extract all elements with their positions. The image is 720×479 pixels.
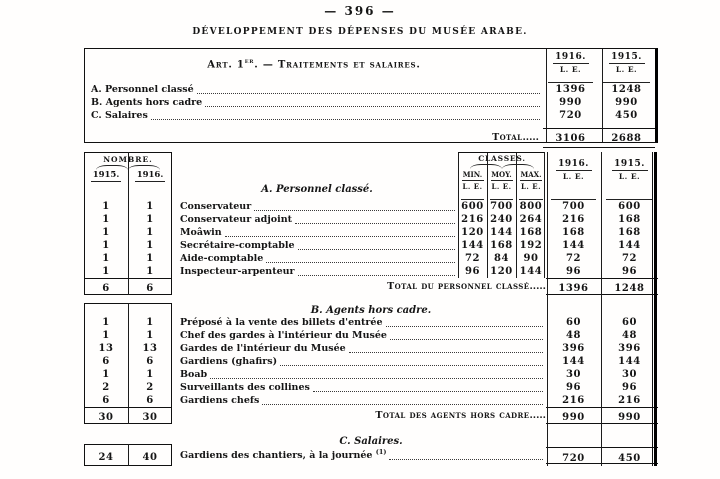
total-1915: 1248 — [601, 278, 658, 295]
nombre-header: NOMBRE. 1915. 1916. — [84, 152, 172, 200]
class-moy: 700 — [490, 201, 513, 212]
value-1916: 700 — [562, 201, 585, 212]
rule-year-divider — [601, 152, 602, 466]
nombre-1916: 1 — [146, 214, 154, 225]
total-1915: 2688 — [598, 128, 655, 148]
row-label-cell: Conservateur — [176, 200, 458, 213]
dotted-leader — [295, 223, 455, 224]
nombre-1916: 1 — [146, 227, 154, 238]
dotted-leader — [225, 236, 455, 237]
value-1916: 30 — [565, 369, 582, 380]
nombre-1915: 1 — [102, 227, 110, 238]
nombre-total-1915: 30 — [84, 407, 128, 424]
classes-header: CLASSES. MIN. L. E. MOY. L. E. MAX. L. E. — [458, 152, 546, 200]
dotted-leader — [197, 93, 540, 94]
classes-box-left — [458, 152, 459, 278]
nombre-1915: 6 — [102, 356, 110, 367]
value-1915: 48 — [621, 330, 638, 341]
classes-col-max: MAX. L. E. — [516, 169, 546, 200]
class-max: 264 — [519, 214, 543, 225]
classes-divider-1 — [487, 152, 488, 278]
dotted-leader — [210, 378, 543, 379]
dotted-leader — [266, 262, 455, 263]
nombre-1916: 6 — [146, 356, 154, 367]
page-number: — 396 — — [324, 4, 396, 18]
dotted-leader — [386, 326, 543, 327]
nombre-1916: 40 — [142, 452, 158, 463]
rule — [520, 180, 542, 181]
row-label-cell: Conservateur adjoint — [176, 213, 458, 226]
section-b-heading: B. Agents hors cadre. — [310, 305, 432, 316]
dotted-leader — [313, 391, 543, 392]
summary-article-header: Art. 1er. — Traitements et salaires. — [207, 57, 421, 71]
rule-year-divider — [602, 49, 603, 142]
table-row — [85, 96, 655, 109]
dotted-leader — [254, 210, 455, 211]
nombre-1915: 1 — [102, 214, 110, 225]
classes-divider-2 — [516, 152, 517, 278]
value-1915: 990 — [615, 97, 638, 108]
class-min: 120 — [461, 227, 484, 238]
class-moy: 84 — [493, 253, 510, 264]
summary-table — [84, 48, 658, 143]
class-max: 800 — [519, 201, 543, 212]
brace — [458, 164, 546, 168]
dotted-leader — [389, 459, 543, 460]
class-min: 216 — [461, 214, 484, 225]
total-label: Total du personnel classé..... — [387, 281, 546, 292]
nombre-1915: 1 — [102, 330, 110, 341]
nombre-1916: 1 — [146, 266, 154, 277]
main-table — [84, 152, 658, 466]
value-1915: 450 — [601, 447, 658, 464]
dotted-leader — [151, 119, 540, 120]
nombre-1915: 6 — [102, 395, 110, 406]
value-1915: 168 — [618, 227, 641, 238]
value-1915: 72 — [621, 253, 638, 264]
nombre-1915: 1 — [102, 266, 110, 277]
nombre-1915: 1 — [102, 253, 110, 264]
value-1916: 720 — [559, 110, 582, 121]
nombre-total-1915: 6 — [84, 278, 128, 295]
nombre-col-1916: 1916. — [136, 170, 164, 180]
rule-year-left — [546, 49, 547, 142]
section-c-heading: C. Salaires. — [339, 436, 403, 447]
nombre-1916: 6 — [146, 395, 154, 406]
value-1915: 60 — [621, 317, 638, 328]
nombre-divider-a — [128, 152, 129, 295]
value-1916: 396 — [562, 343, 585, 354]
section-a-heading-cell — [176, 152, 458, 200]
row-label-cell: Gardiens chefs — [176, 394, 546, 407]
row-label-cell: Surveillants des collines — [176, 381, 546, 394]
nombre-1916: 2 — [146, 382, 154, 393]
dotted-leader — [349, 352, 543, 353]
value-1915: 396 — [618, 343, 641, 354]
row-label-cell: Inspecteur-arpenteur — [176, 265, 458, 278]
class-moy: 240 — [490, 214, 513, 225]
rule — [491, 180, 513, 181]
value-1916: 60 — [565, 317, 582, 328]
classes-box-top — [458, 152, 544, 153]
nombre-1915: 2 — [102, 382, 110, 393]
classes-box-right — [544, 152, 545, 278]
value-1916: 144 — [562, 356, 585, 367]
classes-col-min: MIN. L. E. — [458, 169, 487, 200]
value-1916: 48 — [565, 330, 582, 341]
summary-col-1916: 1916. L. E. — [543, 49, 598, 83]
nombre-col-1915: 1915. — [92, 170, 120, 180]
nombre-1916: 13 — [142, 343, 158, 354]
classes-col-moy: MOY. L. E. — [487, 169, 516, 200]
row-label-cell: Moâwin — [176, 226, 458, 239]
row-label-cell: Gardes de l'intérieur du Musée — [176, 342, 546, 355]
total-1916: 1396 — [546, 278, 601, 295]
value-1915: 96 — [621, 382, 638, 393]
summary-total-row — [85, 128, 655, 148]
row-label-cell: C. Salaires — [85, 109, 543, 122]
main-col-1915: 1915. L. E. — [601, 152, 658, 200]
class-max: 90 — [523, 253, 539, 264]
row-label-cell: A. Personnel classé — [85, 83, 543, 96]
value-1915: 96 — [621, 266, 638, 277]
dotted-leader — [280, 365, 543, 366]
nombre-1916: 1 — [146, 253, 154, 264]
summary-rows — [85, 83, 655, 122]
total-label: Total des agents hors cadre..... — [375, 410, 546, 421]
summary-col-1915: 1915. L. E. — [598, 49, 655, 83]
dotted-leader — [298, 249, 455, 250]
value-1915: 144 — [618, 356, 641, 367]
value-1916: 72 — [565, 253, 582, 264]
nombre-1915: 1 — [102, 317, 110, 328]
doc-title: DÉVELOPPEMENT DES DÉPENSES DU MUSÉE ARABE. — [192, 27, 528, 37]
value-1915: 450 — [615, 110, 638, 121]
value-1916: 990 — [559, 97, 582, 108]
value-1915: 144 — [618, 240, 641, 251]
nombre-1916: 1 — [146, 369, 154, 380]
row-label-cell: Aide-comptable — [176, 252, 458, 265]
class-moy: 120 — [490, 266, 513, 277]
class-min: 72 — [464, 253, 481, 264]
footnote-marker: (1) — [375, 447, 387, 456]
nombre-1916: 1 — [146, 201, 154, 212]
row-label-cell: Gardiens (ghafirs) — [176, 355, 546, 368]
dotted-leader — [262, 404, 543, 405]
nombre-1915: 1 — [102, 369, 110, 380]
rule — [553, 63, 589, 64]
value-1915: 1248 — [611, 84, 642, 95]
class-max: 192 — [519, 240, 543, 251]
total-1916: 990 — [546, 407, 601, 424]
row-label-cell: Gardiens des chantiers, à la journée $^{(1)}$ — [176, 447, 546, 464]
value-1916: 144 — [562, 240, 585, 251]
value-1916: 216 — [562, 214, 585, 225]
dotted-leader — [205, 106, 540, 107]
class-min: 144 — [461, 240, 484, 251]
class-max: 144 — [519, 266, 543, 277]
value-1916: 216 — [562, 395, 585, 406]
rule-year-left — [547, 152, 548, 466]
value-1915: 216 — [618, 395, 641, 406]
dotted-leader — [390, 339, 543, 340]
row-label-cell: Chef des gardes à l'intérieur du Musée — [176, 329, 546, 342]
nombre-total-1916: 6 — [128, 278, 172, 295]
rule — [612, 170, 648, 171]
total-1915: 990 — [601, 407, 658, 424]
value-1915: 168 — [618, 214, 641, 225]
nombre-1916: 1 — [146, 317, 154, 328]
class-moy: 168 — [490, 240, 513, 251]
section-a-heading: A. Personnel classé. — [261, 184, 373, 195]
rule — [462, 180, 484, 181]
total-1916: 3106 — [543, 128, 598, 148]
class-moy: 144 — [490, 227, 513, 238]
value-1916: 1396 — [555, 84, 586, 95]
rule — [556, 170, 592, 171]
class-max: 168 — [519, 227, 543, 238]
value-1916: 168 — [562, 227, 585, 238]
nombre-1916: 1 — [146, 240, 154, 251]
dotted-leader — [298, 275, 455, 276]
nombre-1915: 24 — [98, 452, 114, 463]
class-min: 96 — [464, 266, 481, 277]
main-col-1916: 1916. L. E. — [546, 152, 601, 200]
row-label-cell: B. Agents hors cadre — [85, 96, 543, 109]
value-1915: 30 — [621, 369, 638, 380]
value-1916: 720 — [546, 447, 601, 464]
value-1916: 96 — [565, 382, 582, 393]
total-label: Total..... — [492, 132, 539, 143]
class-min: 600 — [461, 201, 484, 212]
summary-header-row — [85, 49, 655, 83]
nombre-1915: 1 — [102, 240, 110, 251]
rule — [609, 63, 645, 64]
row-label-cell: Boab — [176, 368, 546, 381]
nombre-divider-b — [128, 303, 129, 424]
row-label-cell: Préposé à la vente des billets d'entrée — [176, 316, 546, 329]
value-1916: 96 — [565, 266, 582, 277]
rule-right-edge — [652, 152, 657, 466]
row-label-cell: Secrétaire-comptable — [176, 239, 458, 252]
table-row — [85, 83, 655, 96]
nombre-1915: 13 — [98, 343, 114, 354]
nombre-1915: 1 — [102, 201, 110, 212]
nombre-divider-c — [128, 444, 129, 466]
nombre-1916: 1 — [146, 330, 154, 341]
value-1915: 600 — [618, 201, 641, 212]
nombre-total-1916: 30 — [128, 407, 172, 424]
table-row — [85, 109, 655, 122]
